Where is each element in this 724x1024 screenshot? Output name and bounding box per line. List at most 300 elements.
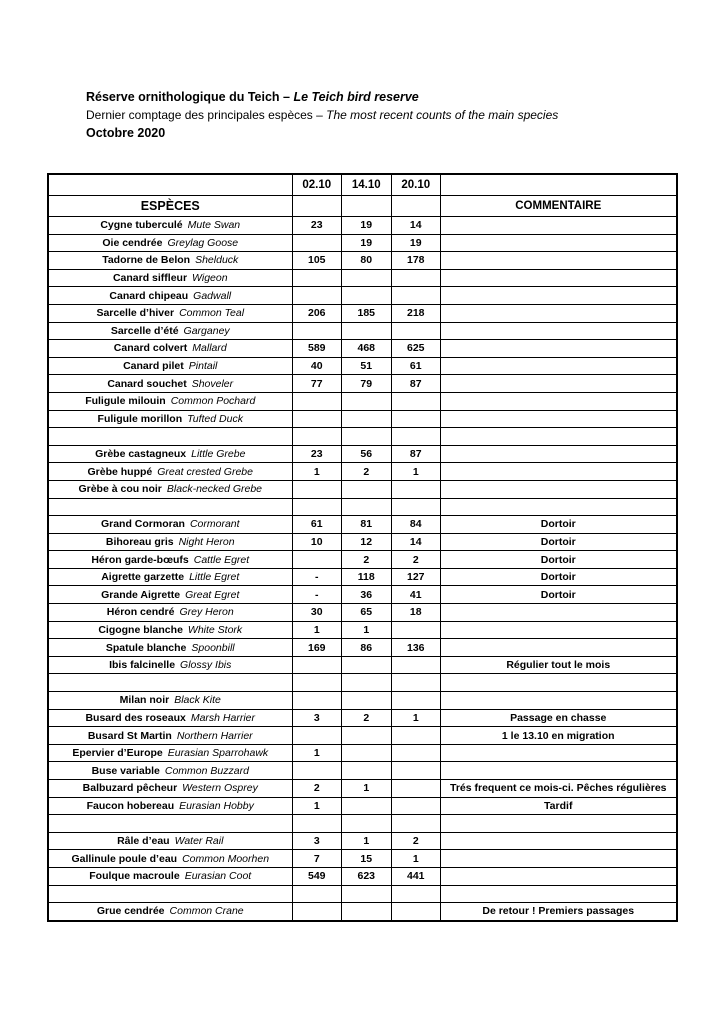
date-header-2: 14.10 xyxy=(342,174,392,196)
species-name-en: Cattle Egret xyxy=(193,553,250,566)
count-cell-1: 1 xyxy=(292,463,342,481)
count-cell-1: 7 xyxy=(292,850,342,868)
table-row xyxy=(48,410,677,428)
count-cell-3 xyxy=(391,727,441,745)
count-cell-2 xyxy=(342,480,392,498)
species-cell xyxy=(48,340,292,358)
table-row xyxy=(48,692,677,710)
species-name-en: Gadwall xyxy=(193,289,232,302)
comment-cell xyxy=(441,639,677,657)
count-cell-3 xyxy=(391,410,441,428)
table-row xyxy=(48,375,677,393)
count-cell-2 xyxy=(342,322,392,340)
count-cell-3: 218 xyxy=(391,304,441,322)
table-row xyxy=(48,480,677,498)
comment-cell xyxy=(441,850,677,868)
count-cell-3 xyxy=(391,287,441,305)
count-cell-3 xyxy=(391,797,441,815)
species-name-en: Common Moorhen xyxy=(182,852,270,865)
count-cell-2: 56 xyxy=(342,445,392,463)
species-name-fr: Busard des roseaux xyxy=(85,711,186,724)
count-cell-2: 623 xyxy=(342,867,392,885)
table-row xyxy=(48,217,677,235)
count-cell-3: 127 xyxy=(391,568,441,586)
species-name-fr: Héron cendré xyxy=(106,606,175,619)
species-cell xyxy=(48,480,292,498)
count-cell-3: 1 xyxy=(391,709,441,727)
count-cell-1: 30 xyxy=(292,604,342,622)
comment-cell: Trés frequent ce mois-ci. Pêches régulières xyxy=(441,780,677,798)
count-cell-2 xyxy=(342,656,392,674)
species-name-en: Great Egret xyxy=(185,588,240,601)
table-row xyxy=(48,568,677,586)
species-name-en: Wigeon xyxy=(192,272,228,285)
subtitle-fr: Dernier comptage des principales espèces – xyxy=(86,108,323,122)
count-cell-3: 625 xyxy=(391,340,441,358)
species-cell xyxy=(48,744,292,762)
count-cell-2 xyxy=(342,727,392,745)
species-name-fr: Râle d’eau xyxy=(117,835,170,848)
species-cell xyxy=(48,428,292,446)
species-cell xyxy=(48,815,292,833)
count-cell-2: 65 xyxy=(342,604,392,622)
comment-cell: Dortoir xyxy=(441,516,677,534)
species-name-fr: Grèbe castagneux xyxy=(95,448,187,461)
species-name-fr: Fuligule milouin xyxy=(85,395,166,408)
species-cell xyxy=(48,568,292,586)
count-cell-2 xyxy=(342,903,392,921)
species-name-en: Great crested Grebe xyxy=(157,465,253,478)
comment-cell xyxy=(441,375,677,393)
comment-cell xyxy=(441,692,677,710)
species-name-fr: Tadorne de Belon xyxy=(102,254,191,267)
species-name-en: Shoveler xyxy=(191,377,234,390)
table-row xyxy=(48,762,677,780)
count-cell-2: 12 xyxy=(342,533,392,551)
table-row xyxy=(48,287,677,305)
count-cell-3 xyxy=(391,392,441,410)
species-name-fr: Canard pilet xyxy=(123,360,184,373)
species-cell xyxy=(48,304,292,322)
species-cell xyxy=(48,217,292,235)
count-cell-3: 2 xyxy=(391,551,441,569)
species-name-en: Common Buzzard xyxy=(164,764,249,777)
species-cell xyxy=(48,797,292,815)
comment-cell xyxy=(441,392,677,410)
species-name-en: Eurasian Coot xyxy=(184,870,252,883)
empty-header-cell xyxy=(48,174,292,196)
species-name-fr: Busard St Martin xyxy=(87,729,172,742)
species-name-en: Black Kite xyxy=(174,694,221,707)
count-cell-1: 105 xyxy=(292,252,342,270)
count-cell-3: 178 xyxy=(391,252,441,270)
species-name-en: Shelduck xyxy=(195,254,239,267)
species-cell xyxy=(48,375,292,393)
species-name-en: Mute Swan xyxy=(187,219,241,232)
count-cell-3: 19 xyxy=(391,234,441,252)
table-row xyxy=(48,533,677,551)
count-cell-3 xyxy=(391,762,441,780)
count-cell-3: 1 xyxy=(391,463,441,481)
species-name-en: Common Crane xyxy=(169,905,244,918)
count-cell-2: 36 xyxy=(342,586,392,604)
table-row xyxy=(48,903,677,921)
species-name-en: Common Teal xyxy=(179,307,245,320)
species-cell xyxy=(48,850,292,868)
species-name-en: Black-necked Grebe xyxy=(166,483,263,496)
date-header-1: 02.10 xyxy=(292,174,342,196)
count-cell-1: 589 xyxy=(292,340,342,358)
count-cell-1: 23 xyxy=(292,217,342,235)
count-cell-2: 19 xyxy=(342,234,392,252)
count-cell-1 xyxy=(292,762,342,780)
document-header xyxy=(86,88,558,142)
count-cell-3 xyxy=(391,674,441,692)
count-cell-2 xyxy=(342,287,392,305)
species-cell xyxy=(48,463,292,481)
species-name-en: Glossy Ibis xyxy=(180,659,232,672)
comment-cell xyxy=(441,410,677,428)
count-cell-2: 15 xyxy=(342,850,392,868)
count-cell-1: 169 xyxy=(292,639,342,657)
count-cell-2 xyxy=(342,762,392,780)
species-name-fr: Spatule blanche xyxy=(105,641,187,654)
species-name-en: Little Egret xyxy=(189,571,240,584)
species-column-header: ESPÈCES xyxy=(48,196,292,217)
species-name-fr: Gallinule poule d’eau xyxy=(71,852,178,865)
species-cell xyxy=(48,252,292,270)
column-header-row xyxy=(48,196,677,217)
count-cell-2: 118 xyxy=(342,568,392,586)
count-cell-3: 61 xyxy=(391,357,441,375)
species-cell xyxy=(48,727,292,745)
species-name-fr: Grande Aigrette xyxy=(101,588,181,601)
count-cell-1 xyxy=(292,692,342,710)
table-row xyxy=(48,551,677,569)
count-cell-2: 81 xyxy=(342,516,392,534)
month-label: Octobre 2020 xyxy=(86,126,166,140)
species-name-en: Marsh Harrier xyxy=(190,711,256,724)
count-cell-1: 23 xyxy=(292,445,342,463)
species-cell xyxy=(48,322,292,340)
comment-cell xyxy=(441,322,677,340)
count-cell-3 xyxy=(391,656,441,674)
count-cell-2: 1 xyxy=(342,780,392,798)
comment-cell: Dortoir xyxy=(441,533,677,551)
comment-cell xyxy=(441,340,677,358)
species-cell xyxy=(48,533,292,551)
comment-cell xyxy=(441,621,677,639)
count-cell-1 xyxy=(292,674,342,692)
count-cell-1 xyxy=(292,815,342,833)
species-cell xyxy=(48,551,292,569)
count-cell-3: 14 xyxy=(391,217,441,235)
count-cell-1: 61 xyxy=(292,516,342,534)
count-cell-2: 185 xyxy=(342,304,392,322)
count-cell-3: 84 xyxy=(391,516,441,534)
species-name-fr: Canard colvert xyxy=(113,342,188,355)
table-row xyxy=(48,797,677,815)
count-cell-1 xyxy=(292,234,342,252)
comment-cell xyxy=(441,604,677,622)
count-cell-3: 87 xyxy=(391,445,441,463)
comment-cell xyxy=(441,234,677,252)
count-cell-2: 2 xyxy=(342,463,392,481)
species-name-fr: Bihoreau gris xyxy=(105,535,174,548)
species-cell xyxy=(48,621,292,639)
empty-header-cell xyxy=(342,196,392,217)
comment-cell xyxy=(441,744,677,762)
count-cell-1 xyxy=(292,727,342,745)
species-cell xyxy=(48,867,292,885)
species-cell xyxy=(48,762,292,780)
species-name-en: Garganey xyxy=(183,324,230,337)
count-cell-2: 80 xyxy=(342,252,392,270)
comment-cell xyxy=(441,480,677,498)
species-cell xyxy=(48,692,292,710)
count-cell-3 xyxy=(391,815,441,833)
comment-cell xyxy=(441,762,677,780)
count-cell-1: 3 xyxy=(292,709,342,727)
species-name-fr: Ibis falcinelle xyxy=(109,659,176,672)
count-cell-1 xyxy=(292,885,342,903)
comment-cell: Dortoir xyxy=(441,586,677,604)
table-row xyxy=(48,621,677,639)
count-cell-2 xyxy=(342,269,392,287)
species-name-en: Spoonbill xyxy=(191,641,235,654)
species-cell xyxy=(48,269,292,287)
count-cell-1: 1 xyxy=(292,797,342,815)
count-cell-1: - xyxy=(292,568,342,586)
species-name-en: White Stork xyxy=(187,623,243,636)
table-row xyxy=(48,340,677,358)
comment-cell: Régulier tout le mois xyxy=(441,656,677,674)
table-row xyxy=(48,727,677,745)
count-cell-3: 14 xyxy=(391,533,441,551)
count-cell-1: 1 xyxy=(292,744,342,762)
table-row xyxy=(48,586,677,604)
species-name-fr: Grue cendrée xyxy=(96,905,165,918)
species-name-fr: Aigrette garzette xyxy=(101,571,185,584)
table-row xyxy=(48,604,677,622)
table-row xyxy=(48,463,677,481)
count-cell-2: 86 xyxy=(342,639,392,657)
comment-column-header: COMMENTAIRE xyxy=(441,196,677,217)
count-cell-2 xyxy=(342,410,392,428)
count-cell-1 xyxy=(292,480,342,498)
table-row xyxy=(48,269,677,287)
table-row xyxy=(48,234,677,252)
table-row xyxy=(48,850,677,868)
date-header-3: 20.10 xyxy=(391,174,441,196)
count-cell-3: 18 xyxy=(391,604,441,622)
count-cell-1: 2 xyxy=(292,780,342,798)
table-row xyxy=(48,674,677,692)
comment-cell xyxy=(441,357,677,375)
count-cell-2 xyxy=(342,692,392,710)
count-cell-3 xyxy=(391,322,441,340)
comment-cell xyxy=(441,252,677,270)
species-name-fr: Héron garde-bœufs xyxy=(91,553,189,566)
species-name-en: Eurasian Hobby xyxy=(179,799,254,812)
count-cell-3 xyxy=(391,780,441,798)
comment-cell: Dortoir xyxy=(441,551,677,569)
species-name-fr: Sarcelle d’hiver xyxy=(96,307,175,320)
comment-cell xyxy=(441,304,677,322)
table-row xyxy=(48,516,677,534)
comment-cell: 1 le 13.10 en migration xyxy=(441,727,677,745)
species-name-en: Cormorant xyxy=(189,518,240,531)
species-cell xyxy=(48,410,292,428)
comment-cell xyxy=(441,287,677,305)
species-name-en: Common Pochard xyxy=(170,395,256,408)
comment-cell xyxy=(441,815,677,833)
species-cell xyxy=(48,903,292,921)
species-name-en: Northern Harrier xyxy=(176,729,253,742)
comment-cell: Dortoir xyxy=(441,568,677,586)
count-cell-2: 2 xyxy=(342,551,392,569)
table-row xyxy=(48,392,677,410)
count-cell-3 xyxy=(391,428,441,446)
species-cell xyxy=(48,357,292,375)
table-row xyxy=(48,304,677,322)
table-row xyxy=(48,357,677,375)
species-name-fr: Buse variable xyxy=(91,764,160,777)
species-name-fr: Cygne tuberculé xyxy=(100,219,183,232)
species-cell xyxy=(48,639,292,657)
count-cell-3 xyxy=(391,903,441,921)
species-name-en: Western Osprey xyxy=(182,782,258,795)
species-name-fr: Epervier d’Europe xyxy=(72,747,163,760)
count-cell-3 xyxy=(391,498,441,516)
count-cell-1: 77 xyxy=(292,375,342,393)
species-cell xyxy=(48,234,292,252)
count-cell-2 xyxy=(342,815,392,833)
species-name-en: Pintail xyxy=(188,360,218,373)
title-line xyxy=(86,88,558,106)
count-cell-2: 19 xyxy=(342,217,392,235)
count-cell-1: 10 xyxy=(292,533,342,551)
comment-cell xyxy=(441,428,677,446)
comment-cell: Passage en chasse xyxy=(441,709,677,727)
count-cell-2 xyxy=(342,797,392,815)
count-cell-2: 468 xyxy=(342,340,392,358)
table-row xyxy=(48,428,677,446)
species-name-en: Mallard xyxy=(192,342,227,355)
count-cell-2 xyxy=(342,428,392,446)
table-row xyxy=(48,867,677,885)
species-name-en: Eurasian Sparrohawk xyxy=(167,747,269,760)
species-cell xyxy=(48,604,292,622)
count-cell-2 xyxy=(342,498,392,516)
count-cell-1: - xyxy=(292,586,342,604)
species-name-fr: Sarcelle d’été xyxy=(110,324,179,337)
species-name-en: Water Rail xyxy=(174,835,224,848)
comment-cell xyxy=(441,885,677,903)
count-cell-3: 441 xyxy=(391,867,441,885)
empty-header-cell xyxy=(292,196,342,217)
count-cell-3: 87 xyxy=(391,375,441,393)
count-cell-3: 2 xyxy=(391,832,441,850)
species-name-fr: Canard chipeau xyxy=(109,289,189,302)
species-cell xyxy=(48,516,292,534)
count-cell-1: 549 xyxy=(292,867,342,885)
species-name-en: Tufted Duck xyxy=(187,412,243,425)
title-fr: Réserve ornithologique du Teich – xyxy=(86,90,290,104)
subtitle-en: The most recent counts of the main species xyxy=(326,108,559,122)
species-cell xyxy=(48,287,292,305)
species-cell xyxy=(48,832,292,850)
count-cell-1 xyxy=(292,903,342,921)
count-cell-1 xyxy=(292,392,342,410)
table-row xyxy=(48,639,677,657)
species-name-fr: Grèbe huppé xyxy=(87,465,153,478)
table-row xyxy=(48,656,677,674)
species-name-en: Grey Heron xyxy=(179,606,234,619)
table-row xyxy=(48,445,677,463)
comment-cell xyxy=(441,674,677,692)
comment-cell xyxy=(441,832,677,850)
count-cell-1 xyxy=(292,410,342,428)
species-name-fr: Cigogne blanche xyxy=(98,623,183,636)
count-cell-3 xyxy=(391,269,441,287)
table-row xyxy=(48,709,677,727)
species-cell xyxy=(48,709,292,727)
count-cell-2 xyxy=(342,392,392,410)
comment-cell xyxy=(441,217,677,235)
species-cell xyxy=(48,445,292,463)
comment-cell: De retour ! Premiers passages xyxy=(441,903,677,921)
count-cell-1 xyxy=(292,322,342,340)
species-cell xyxy=(48,586,292,604)
count-cell-1 xyxy=(292,551,342,569)
comment-cell xyxy=(441,498,677,516)
table-row xyxy=(48,885,677,903)
species-cell xyxy=(48,656,292,674)
count-cell-3: 1 xyxy=(391,850,441,868)
species-cell xyxy=(48,780,292,798)
count-cell-3 xyxy=(391,885,441,903)
comment-cell xyxy=(441,463,677,481)
species-name-en: Greylag Goose xyxy=(167,236,239,249)
species-name-fr: Balbuzard pêcheur xyxy=(82,782,178,795)
species-cell xyxy=(48,885,292,903)
species-cell xyxy=(48,674,292,692)
table-row xyxy=(48,322,677,340)
count-cell-1: 1 xyxy=(292,621,342,639)
comment-cell xyxy=(441,445,677,463)
count-cell-1: 40 xyxy=(292,357,342,375)
count-cell-1 xyxy=(292,269,342,287)
count-cell-2: 1 xyxy=(342,621,392,639)
date-header-row xyxy=(48,174,677,196)
table-row xyxy=(48,498,677,516)
species-name-fr: Fuligule morillon xyxy=(97,412,183,425)
empty-header-cell xyxy=(391,196,441,217)
count-cell-2 xyxy=(342,674,392,692)
count-cell-1: 3 xyxy=(292,832,342,850)
species-name-fr: Canard siffleur xyxy=(112,272,188,285)
count-cell-1 xyxy=(292,498,342,516)
count-cell-2: 1 xyxy=(342,832,392,850)
species-name-fr: Foulque macroule xyxy=(89,870,180,883)
species-cell xyxy=(48,392,292,410)
count-cell-3 xyxy=(391,744,441,762)
species-name-en: Little Grebe xyxy=(191,448,246,461)
count-cell-2 xyxy=(342,744,392,762)
species-name-fr: Oie cendrée xyxy=(102,236,163,249)
count-cell-1 xyxy=(292,287,342,305)
